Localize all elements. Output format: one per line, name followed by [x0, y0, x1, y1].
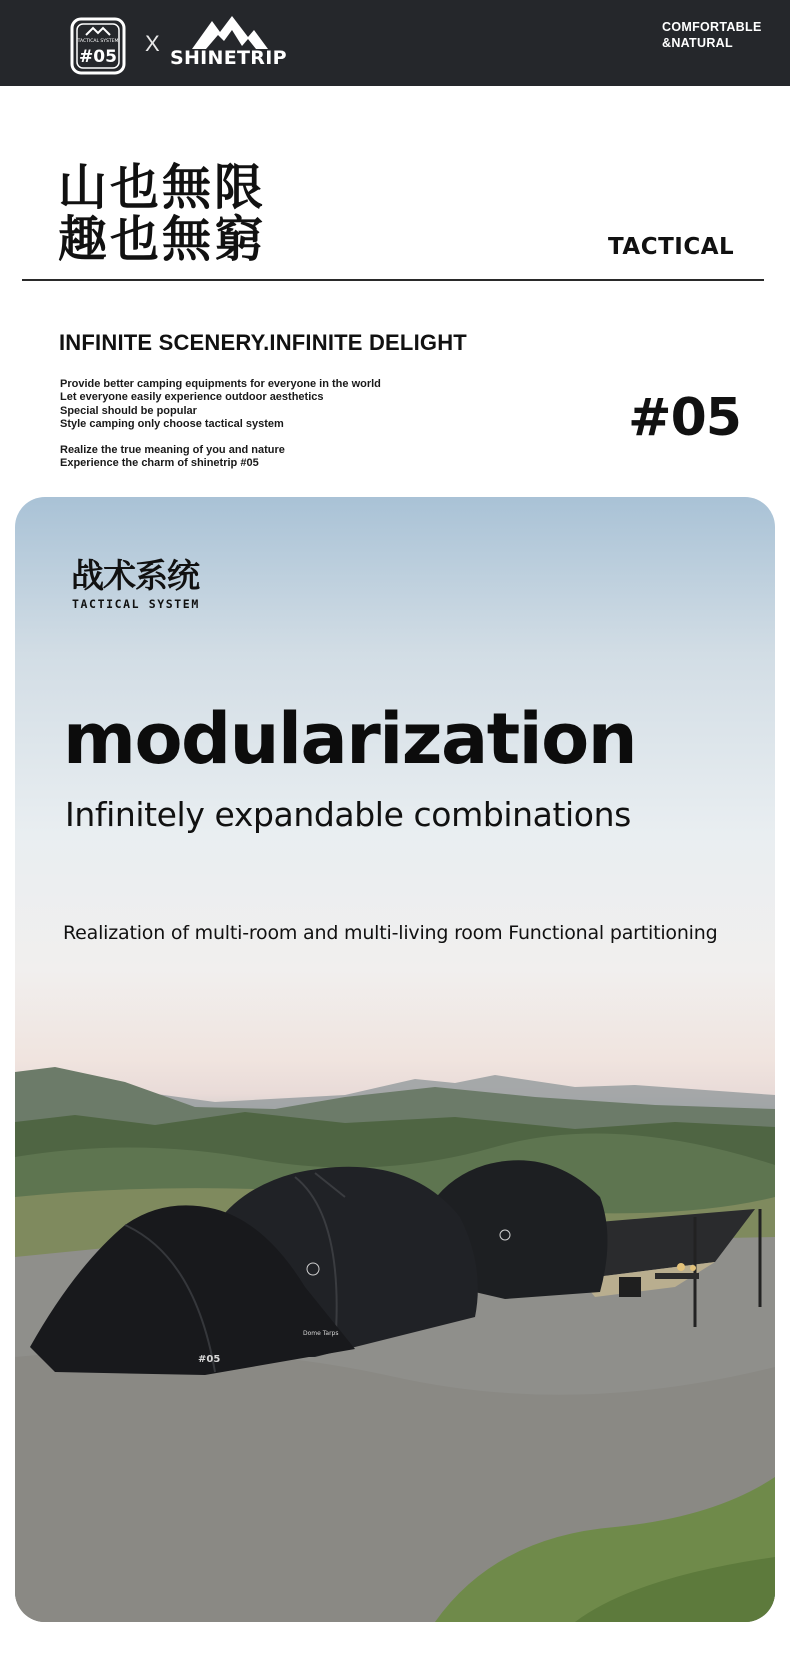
svg-text:#05: #05 — [79, 47, 117, 67]
hero-card — [15, 497, 775, 1622]
slogan-cn-line-1: 山也無限 — [58, 159, 267, 216]
tactical-system-en-logo: TACTICAL SYSTEM — [72, 597, 200, 611]
tagline-line-2: &NATURAL — [662, 36, 733, 50]
svg-text:TACTICAL SYSTEM: TACTICAL SYSTEM — [77, 39, 119, 44]
intro-headline: INFINITE SCENERY.INFINITE DELIGHT — [59, 330, 467, 355]
hero-subtitle: Infinitely expandable combinations — [65, 795, 631, 834]
logo-separator: X — [145, 31, 160, 56]
tactical-label: TACTICAL — [608, 234, 735, 260]
intro-paragraph-1 — [60, 378, 381, 432]
tent-label: Dome Tarps — [303, 1330, 339, 1337]
slogan-cn-line-2: 趣也無窮 — [58, 211, 267, 268]
divider — [22, 279, 764, 281]
intro-line: Provide better camping equipments for everyone in the world — [60, 378, 381, 390]
intro-line: Experience the charm of shinetrip #05 — [60, 457, 259, 470]
intro-line: Special should be popular — [60, 404, 197, 417]
intro-line: Let everyone easily experience outdoor aesthetics — [60, 391, 324, 404]
tagline-line-1: COMFORTABLE — [662, 20, 762, 34]
brand-name: SHINETRIP — [170, 47, 287, 69]
intro-line: Style camping only choose tactical system — [60, 418, 284, 431]
tent-marking-05: #05 — [198, 1354, 221, 1365]
hero-description: Realization of multi-room and multi-living room Functional partitioning — [63, 922, 718, 944]
tactical-system-cn-logo: 战术系统 — [71, 556, 199, 595]
intro-line: Realize the true meaning of you and nature — [60, 444, 285, 456]
intro-paragraph-2 — [60, 444, 285, 471]
tactical-system-05-logo-icon — [70, 17, 126, 75]
hero-title: modularization — [63, 698, 637, 780]
shinetrip-mountain-icon — [186, 15, 270, 51]
camping-scene-image — [15, 497, 775, 1622]
model-badge: #05 — [628, 388, 741, 448]
top-bar — [0, 0, 790, 86]
